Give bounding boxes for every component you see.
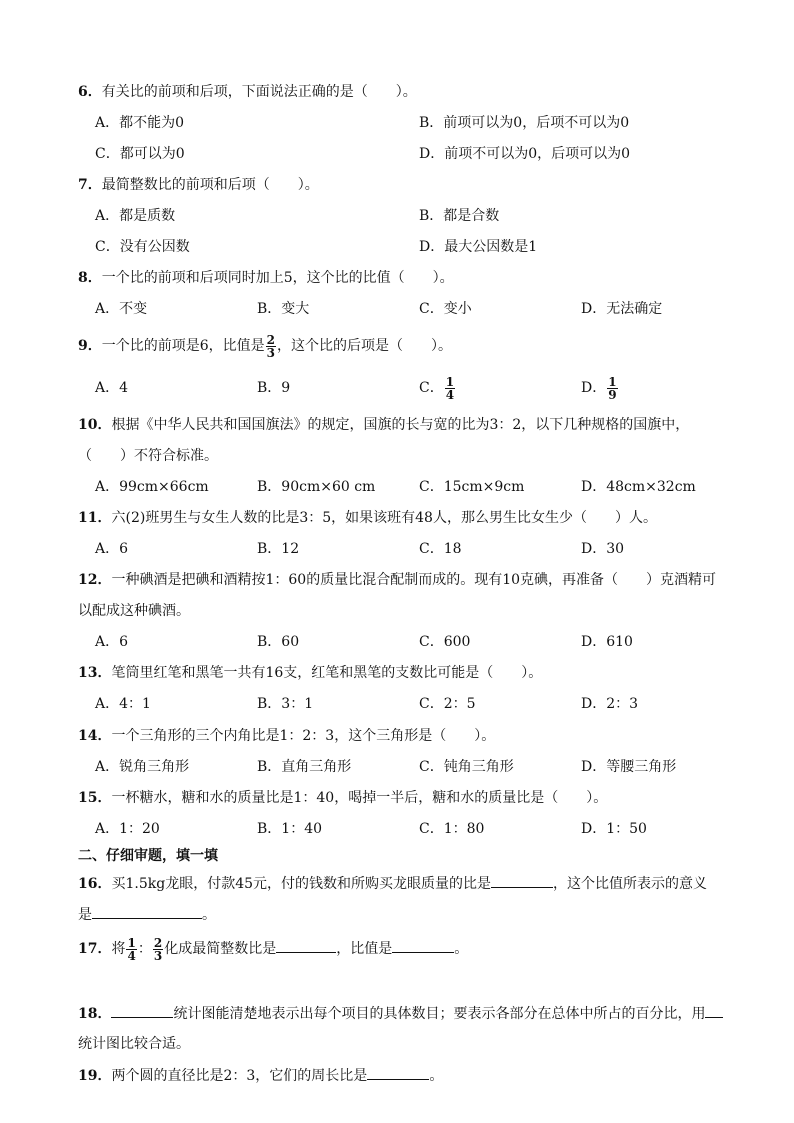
option-a[interactable]: A．1：20	[95, 821, 160, 837]
question-10-cont: （ ）不符合标准。	[78, 448, 218, 464]
option-b[interactable]: B．3：1	[257, 696, 314, 712]
option-c[interactable]: C．都可以为0	[95, 146, 185, 162]
question-text-mid2: ，比值是	[336, 941, 393, 957]
denominator: 4	[127, 948, 136, 963]
option-c[interactable]: C．2：5	[419, 696, 476, 712]
question-text: 一个比的前项和后项同时加上5，这个比的比值（ ）。	[101, 270, 454, 286]
question-number: 19．	[78, 1068, 112, 1084]
numerator: 2	[266, 332, 276, 347]
question-text-end: 。	[429, 1068, 444, 1084]
question-text: 一种碘酒是把碘和酒精按1：60的质量比混合配制而成的。现有10克碘，再准备（ ）克酒精可	[111, 572, 717, 588]
question-number: 9．	[78, 338, 102, 354]
numerator: 1	[608, 374, 617, 389]
question-number: 14．	[78, 728, 112, 744]
question-text: 一个三角形的三个内角比是1：2：3，这个三角形是（ ）。	[111, 728, 496, 744]
option-label: D．	[581, 380, 607, 396]
question-number: 15．	[78, 790, 112, 806]
numerator: 1	[127, 935, 136, 950]
question-6	[78, 82, 417, 102]
answer-blank[interactable]	[705, 1003, 723, 1018]
question-11	[78, 508, 657, 528]
question-9	[78, 333, 452, 359]
question-number: 17．	[78, 941, 112, 957]
question-text: 笔筒里红笔和黑笔一共有16支，红笔和黑笔的支数比可能是（ ）。	[111, 665, 543, 681]
answer-blank[interactable]	[491, 873, 553, 888]
question-text: 根据《中华人民共和国国旗法》的规定，国旗的长与宽的比为3：2，以下几种规格的国旗中，	[111, 417, 690, 433]
option-c[interactable]: C．600	[419, 634, 471, 650]
numerator: 1	[445, 374, 455, 389]
question-number: 11．	[78, 510, 112, 526]
ratio-colon: ：	[137, 941, 152, 957]
question-8	[78, 268, 454, 288]
question-text: 一个比的前项是6，比值是	[101, 338, 265, 354]
option-b[interactable]: B．9	[257, 380, 291, 396]
option-b[interactable]: B．1：40	[257, 821, 323, 837]
answer-blank[interactable]	[111, 1003, 173, 1018]
option-a[interactable]: A．4	[95, 380, 129, 396]
question-7	[78, 175, 319, 195]
question-number: 12．	[78, 572, 112, 588]
question-text-end: ，这个比的后项是（ ）。	[277, 338, 453, 354]
section-heading: 二、仔细审题，填一填	[78, 848, 218, 864]
option-d[interactable]: D．无法确定	[581, 301, 663, 317]
question-12	[78, 570, 716, 590]
option-a[interactable]: A．4：1	[95, 696, 151, 712]
question-13	[78, 663, 542, 683]
question-number: 7．	[78, 177, 102, 193]
question-number: 16．	[78, 876, 112, 892]
option-a[interactable]: A．6	[95, 541, 129, 557]
option-d[interactable]: D．等腰三角形	[581, 759, 677, 775]
question-text-end: 。	[454, 941, 469, 957]
question-19	[78, 1065, 443, 1086]
question-18-cont: 统计图比较合适。	[78, 1036, 190, 1052]
option-a[interactable]: A．不变	[95, 301, 148, 317]
fraction	[607, 376, 617, 401]
question-number: 13．	[78, 665, 112, 681]
option-c[interactable]: C．15cm×9cm	[419, 479, 525, 495]
fraction	[153, 937, 163, 962]
option-a[interactable]: A．都不能为0	[95, 115, 185, 131]
option-a[interactable]: A．6	[95, 634, 129, 650]
question-18	[78, 1003, 723, 1024]
question-text: 最简整数比的前项和后项（ ）。	[101, 177, 319, 193]
question-text: 两个圆的直径比是2：3，它们的周长比是	[111, 1068, 368, 1084]
question-text-mid: 化成最简整数比是	[164, 941, 277, 957]
denominator: 9	[608, 387, 617, 402]
question-text-end: 。	[202, 907, 216, 923]
question-text-mid: ，这个比值所表示的意义	[553, 876, 708, 892]
option-b[interactable]: B．12	[257, 541, 300, 557]
option-d[interactable]: D．1：50	[581, 821, 647, 837]
option-a[interactable]: A．都是质数	[95, 208, 176, 224]
question-text: 将	[111, 941, 126, 957]
option-label: C．	[419, 380, 444, 396]
question-text: 六(2)班男生与女生人数的比是3：5，如果该班有48人，那么男生比女生少（ ）人。	[111, 510, 657, 526]
fraction	[445, 376, 455, 401]
question-16-cont	[78, 904, 216, 925]
answer-blank[interactable]	[276, 938, 336, 953]
question-text: 一杯糖水，糖和水的质量比是1：40，喝掉一半后，糖和水的质量比是（ ）。	[111, 790, 608, 806]
denominator: 4	[445, 387, 455, 402]
option-b[interactable]: B．前项可以为0，后项不可以为0	[419, 115, 630, 131]
fraction	[126, 937, 136, 962]
question-14	[78, 726, 495, 746]
question-text: 统计图能清楚地表示出每个项目的具体数目；要表示各部分在总体中所占的百分比，用	[173, 1006, 706, 1022]
question-text: 是	[78, 907, 92, 923]
question-12-cont: 以配成这种碘酒。	[78, 603, 190, 619]
fraction	[266, 334, 276, 359]
option-b[interactable]: B．都是合数	[419, 208, 500, 224]
question-number: 10．	[78, 417, 112, 433]
option-c[interactable]: C．变小	[419, 301, 472, 317]
option-c[interactable]: C．没有公因数	[95, 239, 190, 255]
question-number: 6．	[78, 84, 102, 100]
question-10	[78, 415, 689, 435]
denominator: 3	[153, 948, 163, 963]
question-number: 8．	[78, 270, 102, 286]
question-16	[78, 873, 707, 894]
option-a[interactable]: A．锐角三角形	[95, 759, 190, 775]
option-a[interactable]: A．99cm×66cm	[95, 479, 209, 495]
question-text: 有关比的前项和后项，下面说法正确的是（ ）。	[101, 84, 417, 100]
option-b[interactable]: B．变大	[257, 301, 310, 317]
option-d[interactable]: D．610	[581, 634, 633, 650]
question-text: 买1.5kg龙眼，付款45元，付的钱数和所购买龙眼质量的比是	[111, 876, 492, 892]
option-d[interactable]	[581, 370, 619, 406]
question-15	[78, 788, 607, 808]
option-c[interactable]: C．18	[419, 541, 462, 557]
question-number: 18．	[78, 1006, 112, 1022]
denominator: 3	[266, 345, 276, 360]
option-d[interactable]: D．30	[581, 541, 625, 557]
answer-blank[interactable]	[92, 904, 202, 919]
option-b[interactable]: B．60	[257, 634, 300, 650]
option-c[interactable]: C．1：80	[419, 821, 485, 837]
option-d[interactable]: D．前项不可以为0，后项可以为0	[419, 146, 631, 162]
option-b[interactable]: B．直角三角形	[257, 759, 352, 775]
numerator: 2	[153, 935, 163, 950]
option-c[interactable]: C．钝角三角形	[419, 759, 514, 775]
option-d[interactable]: D．2：3	[581, 696, 639, 712]
option-d[interactable]: D．最大公因数是1	[419, 239, 538, 255]
answer-blank[interactable]	[367, 1065, 429, 1080]
answer-blank[interactable]	[392, 938, 454, 953]
option-b[interactable]: B．90cm×60 cm	[257, 479, 376, 495]
option-d[interactable]: D．48cm×32cm	[581, 479, 696, 495]
question-17	[78, 934, 468, 964]
option-c[interactable]	[419, 370, 456, 406]
